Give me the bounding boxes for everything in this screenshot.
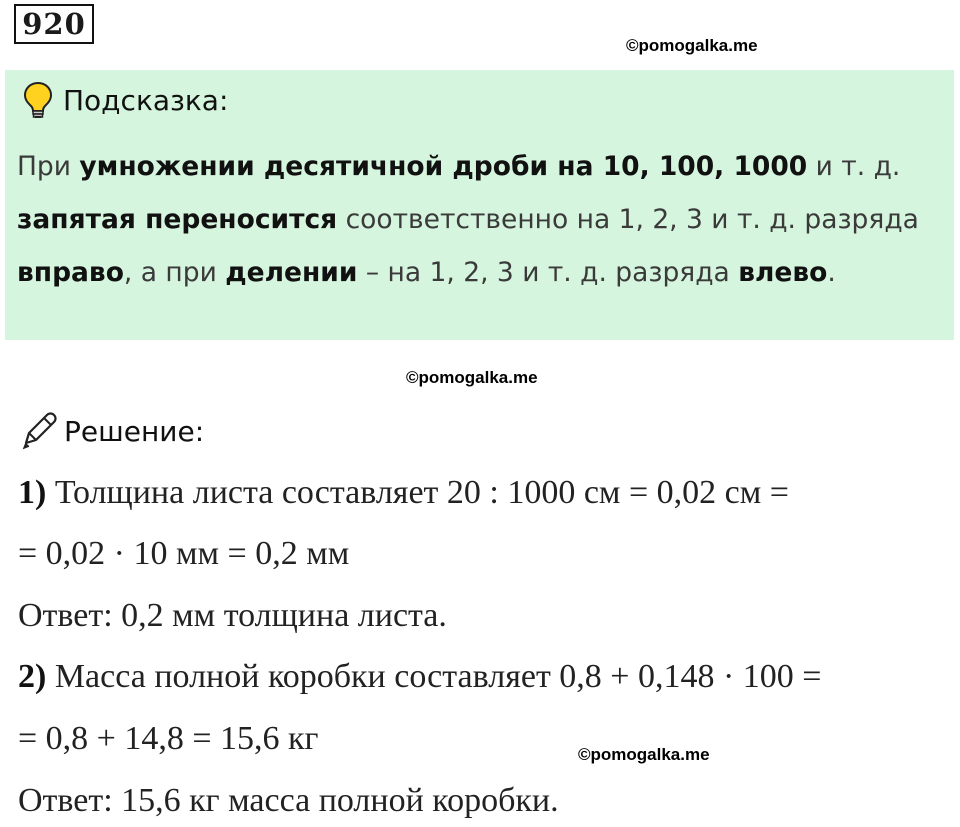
solution-line [18,474,789,512]
step-number: 2) [18,658,47,695]
watermark: ©pomogalka.me [626,36,758,55]
hint-line-3 [17,246,937,299]
hint-title: Подсказка: [63,83,229,117]
hint-bold-span: запятая переносится [17,204,338,235]
task-number: 920 [14,4,94,44]
solution-text: Ответ: 15,6 кг масса полной коробки. [18,782,559,819]
hint-text-span: . [827,257,836,288]
solution-title: Решение: [64,414,205,448]
solution-line [18,658,821,696]
solution-text: Толщина листа составляет 20 : 1000 см = 0,02 см = [46,474,789,511]
hint-text-span: При [17,151,80,182]
hint-text-span: и т. д. [807,151,901,182]
hint-box [5,70,954,340]
watermark: ©pomogalka.me [578,745,710,764]
pencil-icon [18,411,58,451]
hint-text [17,140,937,299]
solution-text: = 0,02 · 10 мм = 0,2 мм [18,535,350,572]
hint-bold-span: делении [225,257,358,288]
solution-text: Масса полной коробки составляет 0,8 + 0,148 · 100 = [46,658,822,695]
hint-header [23,80,228,120]
solution-line [18,720,319,758]
answer-line [18,782,559,820]
lightbulb-icon [23,81,53,119]
watermark: ©pomogalka.me [406,368,538,387]
hint-bold-span: умножении десятичной дроби на 10, 100, 1000 [79,151,808,182]
solution-text: Ответ: 0,2 мм толщина листа. [18,597,447,634]
solution-text: = 0,8 + 14,8 = 15,6 кг [18,720,319,757]
answer-line [18,597,447,635]
solution-line [18,535,349,573]
hint-bold-span: влево [738,257,828,288]
step-number: 1) [18,474,47,511]
hint-bold-span: вправо [17,257,124,288]
hint-text-span: – на 1, 2, 3 и т. д. разряда [357,257,739,288]
solution-header [18,408,204,454]
hint-line-1 [17,140,937,193]
hint-text-span: соответственно на 1, 2, 3 и т. д. разряда [337,204,919,235]
hint-text-span: , а при [123,257,226,288]
hint-line-2 [17,193,937,246]
